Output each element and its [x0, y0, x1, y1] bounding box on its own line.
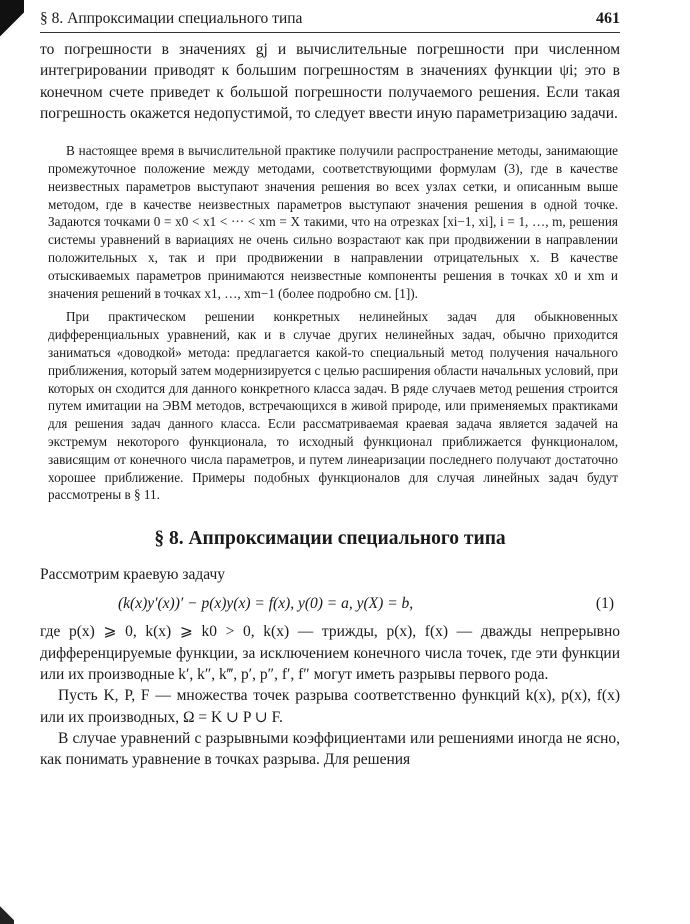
equation-formula: (k(x)y′(x))′ − p(x)y(x) = f(x), y(0) = a, y(X) = b, — [118, 595, 414, 613]
closing-paragraph: В случае уравнений с разрывными коэффициентами или решениями иногда не ясно, как понимать уравнение в точках разрыва. Для решения — [40, 729, 620, 769]
equation-row — [40, 595, 620, 613]
small-paragraph-1: В настоящее время в вычислительной практике получили распространение методы, занимающие промежуточное положение между методами, соответствующими формулам (3), где в качестве неизвестных параметров выступают значения решения во всех узлах сетки, и описанным выше методом, где в качестве неизвестных параметров выступают значения решения в одной точке. Задаются точками 0 = x0 < x1 < ··· < xm = X такими, что на отрезках [xi−1, xi], i = 1, …, m, решения системы уравнений в вариациях не очень сильно возрастают как при продвижении в направлении положительных x, так и при продвижении в направлении отрицательных x. В качестве отыскиваемых параметров принимаются неизвестные компоненты решения в точках x0 и xm и значения решений в точках x1, …, xm−1 (более подробно см. [1]). — [48, 143, 618, 301]
page-number: 461 — [596, 10, 620, 27]
lead-in-text: Рассмотрим краевую задачу — [40, 566, 226, 584]
small-print-block — [48, 142, 618, 504]
small-paragraph-2: При практическом решении конкретных нелинейных задач для обыкновенных дифференциальных уравнений, как и в случае других нелинейных задач, обычно приходится заниматься «доводкой» метода: предлагается какой-то специальный метод получения начального приближения, который затем модернизируется с целью расширения области начальных условий, при которых он сходится для данного конкретного класса задач. В ряде случаев метод решения строится путем имитации на ЭВМ методов, встречающихся в живой природе, или применяемых практиками для решения задач данного класса. Если рассматриваемая краевая задача является задачей на экстремум некоторого функционала, то исходный функционал приближается функционалом, зависящим от конечного числа параметров, и путем линеаризации последнего получают достаточно хорошее приближение. Примеры подобных функционалов для случая линейных задач будут рассмотрены в § 11. — [48, 309, 618, 503]
running-head — [40, 10, 620, 33]
intro-paragraph: то погрешности в значениях gj и вычислительные погрешности при численном интегрировании приводят к большим погрешностям в значениях функции ψi; это в конечном счете приведет к большой погрешности получаемого решения. Если такая погрешность окажется недопустимой, то следует ввести иную параметризацию задачи. — [40, 41, 620, 122]
section-title: § 8. Аппроксимации специального типа — [154, 528, 506, 550]
conditions-paragraph: где p(x) ⩾ 0, k(x) ⩾ k0 > 0, k(x) — трижды, p(x), f(x) — дважды непрерывно дифференцируемые функции, за исключением конечного числа точек, где эти функции или их производные k′, k″, k‴, p′, p″, f′, f″ могут иметь разрывы первого рода. — [40, 623, 620, 684]
running-title: § 8. Аппроксимации специального типа — [40, 10, 303, 27]
scan-corner-mark-bottom — [0, 894, 14, 924]
discontinuity-paragraph: Пусть K, P, F — множества точек разрыва соответственно функций k(x), p(x), f(x) или их производных, Ω = K ∪ P ∪ F. — [40, 687, 620, 726]
scan-corner-mark — [0, 0, 24, 56]
equation-number: (1) — [595, 595, 614, 613]
book-page — [40, 10, 620, 771]
